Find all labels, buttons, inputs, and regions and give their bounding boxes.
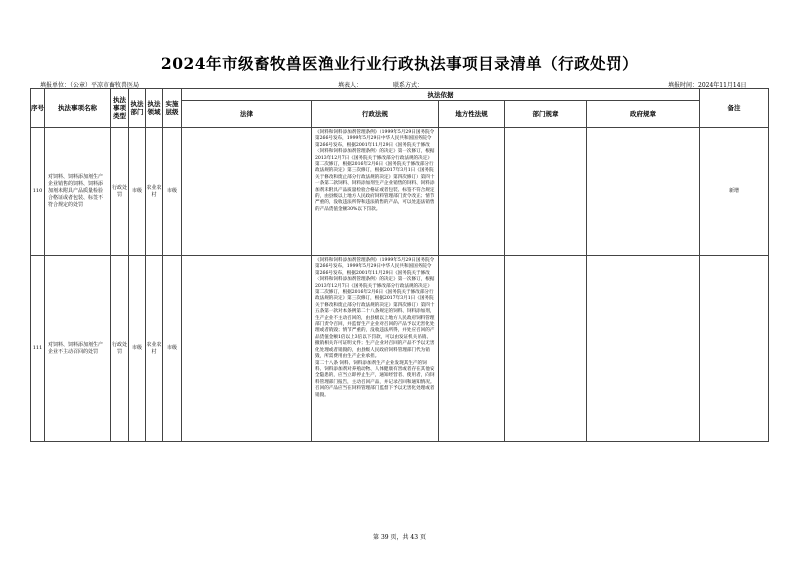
header-admin-reg: 行政法规 bbox=[312, 101, 439, 128]
row-dept-rule bbox=[505, 256, 587, 442]
table-row bbox=[31, 256, 769, 442]
header-category: 执法事项类型 bbox=[111, 89, 129, 128]
fill-unit: 填报单位：（公章）平凉市畜牧兽医局 bbox=[40, 82, 140, 89]
header-basis: 执法依据 bbox=[182, 89, 700, 101]
page-footer: 第 39 页，共 43 页 bbox=[373, 534, 426, 541]
header-dept: 执法部门 bbox=[129, 89, 146, 128]
header-local-reg: 地方性法规 bbox=[439, 101, 505, 128]
row-admin-reg: 《饲料和饲料添加剂管理条例》（1999年5月29日国务院令第266号发布，1999年5月29日中华人民共和国国务院令第266号发布，根据2001年11月29日《国务院关于修改〈饲料和饲料添加剂管理条例〉的决定》第一次修订，根据2013年12月7日《国务院关于修改部分行政法规的决定》第二次修订，根据2016年2月6日《国务院关于修改部分行政法规的决定》第三次修订，根据2017年3月1日《国务院关于修改和废止部分行政法规的决定》第四次修订）第四十五条第一款对本条例第二十八条规定的饲料、饲料添加剂，生产企业不主动召回的，由县级以上地方人民政府饲料管理部门责令召回，并监督生产企业对召回的产品予以无害化处理或者销毁；情节严重的，没收违法所得，并处应召回的产品货值金额1倍以上3倍以下罚款，可以由发证机关吊销、撤销相关许可证明文件；生产企业对召回的产品不予以无害化处理或者销毁的，由县级人民政府饲料管理部门代为销毁，所需费用由生产企业承担。 第二十八条 饲料、饲料添加剂生产企业发现其生产的饲料、饲料添加剂对养殖动物、人体健康有害或者存在其他安全隐患的，应当立即停止生产，通知经营者、使用者，向饲料管理部门报告，主动召回产品，并记录召回和通知情况。召回的产品应当在饲料管理部门监督下予以无害化处理或者销毁。 bbox=[312, 256, 439, 442]
header-law: 法律 bbox=[182, 101, 312, 128]
row-level: 市级 bbox=[163, 256, 182, 442]
row-category: 行政处罚 bbox=[111, 128, 129, 256]
header-domain: 执法领域 bbox=[146, 89, 163, 128]
header-seq: 序号 bbox=[31, 89, 45, 128]
header-remark: 备注 bbox=[700, 89, 769, 128]
row-local-reg bbox=[439, 256, 505, 442]
row-dept-rule bbox=[505, 128, 587, 256]
row-domain: 农业农村 bbox=[146, 128, 163, 256]
row-name: 对饲料、饲料添加剂生产企业不主动召回的处罚 bbox=[45, 256, 111, 442]
row-law bbox=[182, 128, 312, 256]
row-gov-rule bbox=[587, 256, 700, 442]
header-name: 执法事项名称 bbox=[45, 89, 111, 128]
row-remark bbox=[700, 256, 769, 442]
fill-date: 填报时间：2024年11月14日 bbox=[668, 82, 747, 89]
row-level: 市级 bbox=[163, 128, 182, 256]
row-gov-rule bbox=[587, 128, 700, 256]
header-dept-rule: 部门规章 bbox=[505, 101, 587, 128]
row-dept: 市级 bbox=[129, 256, 146, 442]
row-law bbox=[182, 256, 312, 442]
row-dept: 市级 bbox=[129, 128, 146, 256]
table-row bbox=[31, 128, 769, 256]
contact-info: 联系方式： bbox=[393, 82, 424, 89]
row-admin-reg: 《饲料和饲料添加剂管理条例》（1999年5月29日国务院令第266号发布，1999年5月29日中华人民共和国国务院令第266号发布，根据2001年11月29日《国务院关于修改〈饲料和饲料添加剂管理条例〉的决定》第一次修订，根据2013年12月7日《国务院关于修改部分行政法规的决定》第二次修订，根据2016年2月6日《国务院关于修改部分行政法规的决定》第三次修订，根据2017年3月1日《国务院关于修改和废止部分行政法规的决定》第四次修订）第四十一条第二款饲料、饲料添加剂生产企业销售的饲料、饲料添加剂未附具产品质量检验合格证或者包装、标签不符合规定的，由县级以上地方人民政府饲料管理部门责令改正；情节严重的，没收违法所得和违法销售的产品，可以处违法销售的产品货值金额30%以下罚款。 bbox=[312, 128, 439, 256]
page-title: 2024年市级畜牧兽医渔业行业行政执法事项目录清单（行政处罚） bbox=[160, 54, 639, 73]
fill-person: 填表人： bbox=[338, 82, 363, 89]
row-category: 行政处罚 bbox=[111, 256, 129, 442]
header-gov-rule: 政府规章 bbox=[587, 101, 700, 128]
row-local-reg bbox=[439, 128, 505, 256]
row-remark: 新增 bbox=[700, 128, 769, 256]
row-domain: 农业农村 bbox=[146, 256, 163, 442]
header-level: 实施层级 bbox=[163, 89, 182, 128]
row-name: 对饲料、饲料添加剂生产企业销售的饲料、饲料添加剂未附具产品质量检验合格证或者包装、标签不符合规定的处罚 bbox=[45, 128, 111, 256]
row-seq: 111 bbox=[31, 256, 45, 442]
row-seq: 110 bbox=[31, 128, 45, 256]
enforcement-table bbox=[30, 88, 769, 442]
